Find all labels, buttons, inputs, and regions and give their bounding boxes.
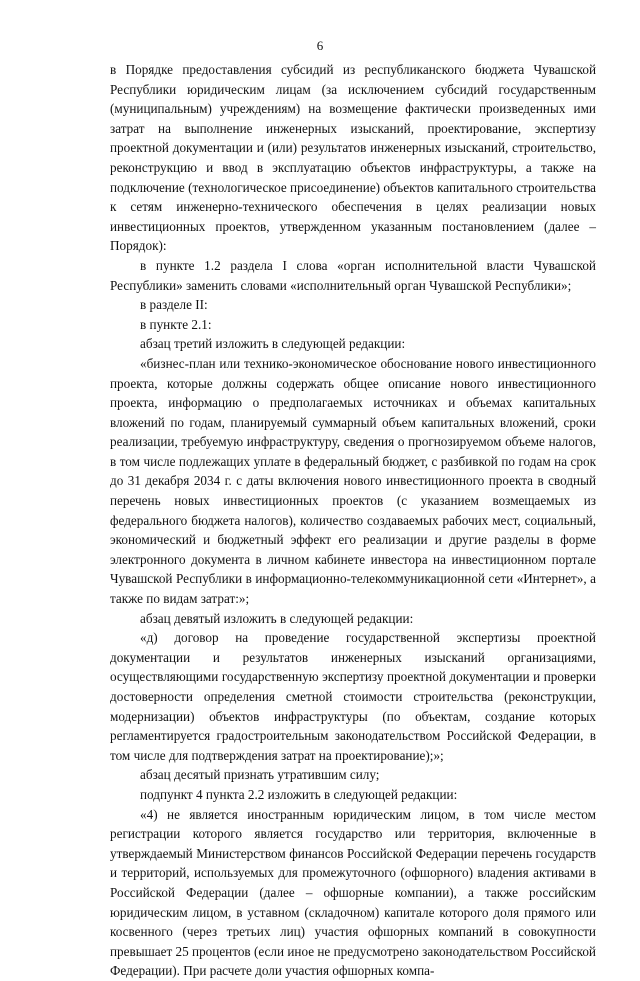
paragraph: в разделе II:	[140, 297, 208, 313]
paragraph: подпункт 4 пункта 2.2 изложить в следующей редакции:	[140, 786, 458, 802]
paragraph: «д) договор на проведение государственной экспертизы проектной документации и результатов инженерных изысканий организациями, осуществляющими государственную экспертизу проектной документации и проверки достоверности определения сметной стоимости строительства (реконструкции, модернизации) объектов инфраструктуры (по объектам, создание которых регламентируется градостроительным законодательством Российской Федерации, в том числе для подтверждения затрат на проектирование);»;	[110, 630, 596, 763]
page-number: 6	[316, 38, 324, 53]
document-body	[110, 60, 596, 981]
paragraph: в пункте 2.1:	[140, 316, 212, 332]
paragraph: «4) не является иностранным юридическим лицом, в том числе местом регистрации которого является государство или территория, включенные в утверждаемый Министерством финансов Российской Федерации перечень государств и территорий, используемых для промежуточного (офшорного) владения активами в Российской Федерации (далее – офшорные компании), а также российским юридическим лицом, в уставном (складочном) капитале которого доля прямого или косвенного (через третьих лиц) участия офшорных компаний в совокупности превышает 25 процентов (если иное не предусмотрено законодательством Российской Федерации). При расчете доли участия офшорных компа-	[110, 806, 596, 979]
paragraph: в пункте 1.2 раздела I слова «орган исполнительной власти Чувашской Республики» заменить словами «исполнительный орган Чувашской Республики»;	[110, 257, 596, 293]
paragraph: в Порядке предоставления субсидий из республиканского бюджета Чувашской Республики юридическим лицам (за исключением субсидий государственным (муниципальным) учреждениям) на возмещение фактически произведенных ими затрат на выполнение инженерных изысканий, проектирование, экспертизу проектной документации и (или) результатов инженерных изысканий, строительство, реконструкцию и ввод в эксплуатацию объектов инфраструктуры, а также на подключение (технологическое присоединение) объектов капитального строительства к сетям инженерно-технического обеспечения в целях реализации новых инвестиционных проектов, утвержденном указанным постановлением (далее – Порядок):	[110, 62, 596, 254]
paragraph: абзац девятый изложить в следующей редакции:	[140, 610, 414, 626]
paragraph: абзац десятый признать утратившим силу;	[140, 767, 380, 783]
paragraph: абзац третий изложить в следующей редакции:	[140, 336, 406, 352]
paragraph: «бизнес-план или технико-экономическое обоснование нового инвестиционного проекта, которые должны содержать общее описание нового инвестиционного проекта, информацию о предполагаемых источниках и объемах капитальных вложений по годам, планируемый суммарный объем капитальных вложений, сроки реализации, требуемую инфраструктуру, сведения о прогнозируемом объеме налогов, в том числе подлежащих уплате в федеральный бюджет, с разбивкой по годам на срок до 31 декабря 2034 г. с даты включения нового инвестиционного проекта в сводный перечень новых инвестиционных проектов (с указанием возмещаемых из федерального бюджета налогов), количество создаваемых рабочих мест, социальный, экономический и бюджетный эффект его реализации и другие разделы в форме электронного документа в личном кабинете инвестора на инвестиционном портале Чувашской Республики в информационно-телекоммуникационной сети «Интернет», а также по видам затрат:»;	[110, 355, 596, 607]
